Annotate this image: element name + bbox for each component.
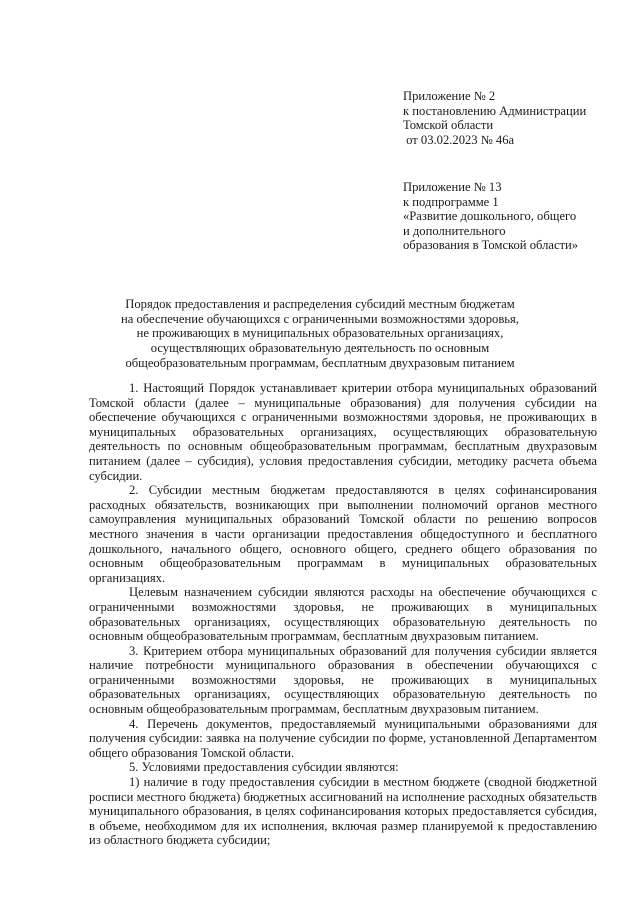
title-line: Порядок предоставления и распределения субсидий местным бюджетам: [125, 297, 515, 311]
paragraph-1: 1. Настоящий Порядок устанавливает критерии отбора муниципальных образований Томской области (далее – муниципальные образования) для получения субсидии на обеспечение обучающихся с ограниченными возможностями здоровья, не проживающих в муниципальных образовательных организациях, осуществляющих образовательную деятельность по основным общеобразовательным программам, бесплатным двухразовым питанием (далее – субсидия), условия предоставления субсидии, методику расчета объема субсидии.: [89, 381, 597, 483]
paragraph-5-item-1: 1) наличие в году предоставления субсидии в местном бюджете (сводной бюджетной росписи местного бюджета) бюджетных ассигнований на исполнение расходных обязательств муниципального образования, в целях софинансирования которых предоставляется субсидия, в объеме, необходимом для их исполнения, включая размер планируемой к предоставлению из областного бюджета субсидии;: [89, 775, 597, 848]
title-line: осуществляющих образовательную деятельность по основным: [150, 341, 490, 356]
header-line: и дополнительного: [403, 223, 506, 238]
appendix-13-header: [403, 180, 578, 253]
header-line: образования в Томской области»: [403, 238, 579, 253]
paragraph-4: 4. Перечень документов, предоставляемый муниципальными образованиями для получения субсидии: заявка на получение субсидии по форме, установленной Департаментом общего образования Томской области.: [89, 716, 597, 760]
header-line: к подпрограмме 1: [403, 194, 499, 209]
paragraph-2-purpose: Целевым назначением субсидии являются расходы на обеспечение обучающихся с ограниченными возможностями здоровья, не проживающих в муниципальных образовательных организациях, осуществляющих образовательную деятельность по основным общеобразовательным программам, бесплатным двухразовым питанием.: [89, 585, 597, 644]
paragraph-3: 3. Критерием отбора муниципальных образований для получения субсидии является наличие потребности муниципального образования в обеспечении обучающихся с ограниченными возможностями здоровья, не проживающих в муниципальных образовательных организациях, осуществляющих образовательную деятельность по основным общеобразовательным программам, бесплатным двухразовым питанием.: [89, 643, 597, 717]
paragraph-2: 2. Субсидии местным бюджетам предоставляются в целях софинансирования расходных обязательств, возникающих при выполнении полномочий органов местного самоуправления муниципальных образований Томской области по решению вопросов местного значения в части организации предоставления общедоступного и бесплатного дошкольного, начального общего, основного общего, среднего общего образования по основным общеобразовательным программам в муниципальных образовательных организациях.: [89, 483, 597, 585]
header-line: «Развитие дошкольного, общего: [403, 209, 577, 224]
appendix-2-header: [403, 89, 586, 147]
header-line: Томской области: [403, 118, 494, 133]
title-line: на обеспечение обучающихся с ограниченными возможностями здоровья,: [121, 311, 519, 326]
title-line: общеобразовательным программам, бесплатным двухразовым питанием: [125, 355, 515, 370]
document-title: [88, 297, 552, 370]
paragraph-5: 5. Условиями предоставления субсидии являются:: [129, 760, 399, 775]
title-line: не проживающих в муниципальных образовательных организациях,: [136, 326, 504, 341]
header-line: от 03.02.2023 № 46а: [403, 132, 515, 147]
header-line: к постановлению Администрации: [403, 103, 587, 118]
header-line: Приложение № 2: [403, 89, 496, 103]
header-line: Приложение № 13: [403, 180, 502, 194]
document-body: [89, 381, 597, 848]
